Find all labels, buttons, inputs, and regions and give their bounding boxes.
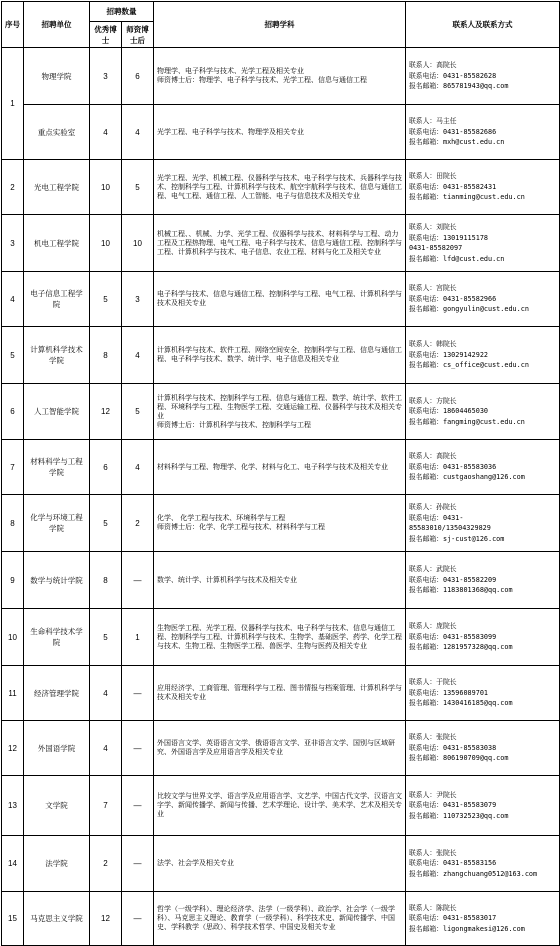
header-postdoc: 师资博士后 — [122, 22, 154, 48]
recruitment-table — [1, 1, 560, 946]
row-subjects: 外国语言文学、英语语言文学、俄语语言文学、亚非语言文学、国别与区域研究、外国语言学及应用语言学及相关专业 — [154, 721, 406, 776]
row-contact — [406, 495, 560, 552]
header-unit: 招聘单位 — [24, 2, 90, 48]
contact-line: 报名邮箱：110732523@qq.com — [409, 811, 509, 820]
row-phd-count: 8 — [90, 552, 122, 609]
row-subjects: 电子科学与技术、信息与通信工程、控制科学与工程、电气工程、计算机科学与技术及相关专业 — [154, 272, 406, 327]
row-subjects: 应用经济学、工商管理、管理科学与工程、图书情报与档案管理、计算机科学与技术及相关专业 — [154, 666, 406, 721]
contact-person: 联系人：方院长 — [409, 396, 457, 405]
contact-line: 报名邮箱：lfd@cust.edu.cn — [409, 254, 505, 263]
row-seq: 6 — [2, 384, 24, 440]
row-postdoc-count: 4 — [122, 327, 154, 384]
table-row — [2, 776, 560, 836]
row-postdoc-count: — — [122, 666, 154, 721]
contact-line: 联系电话：0431-85583038 — [409, 743, 497, 752]
row-seq: 10 — [2, 609, 24, 666]
row-seq: 14 — [2, 836, 24, 892]
contact-line: 85583010/13504329829 — [409, 524, 491, 532]
row-contact — [406, 552, 560, 609]
row-postdoc-count: 4 — [122, 440, 154, 495]
contact-person: 联系人：宫院长 — [409, 284, 457, 293]
row-seq: 4 — [2, 272, 24, 327]
contact-person: 联系人：尹院长 — [409, 790, 457, 799]
contact-person: 联系人：韩院长 — [409, 340, 457, 349]
row-subjects: 光学工程、电子科学与技术、物理学及相关专业 — [154, 105, 406, 160]
contact-person: 联系人：马主任 — [409, 117, 457, 126]
row-contact — [406, 272, 560, 327]
row-seq: 12 — [2, 721, 24, 776]
row-contact — [406, 215, 560, 272]
row-phd-count: 4 — [90, 721, 122, 776]
row-seq: 9 — [2, 552, 24, 609]
row-subjects: 计算机科学与技术、软件工程、网络空间安全、控制科学与工程、信息与通信工程、电子科学与技术、数学、统计学、电子信息及相关专业 — [154, 327, 406, 384]
contact-line: 报名邮箱：1430416185@qq.com — [409, 699, 513, 708]
row-subjects: 数学、统计学、计算机科学与技术及相关专业 — [154, 552, 406, 609]
contact-person: 联系人：武院长 — [409, 565, 457, 574]
contact-line: 联系电话：0431-85582209 — [409, 575, 497, 584]
contact-person: 联系人：张院长 — [409, 848, 457, 857]
row-contact — [406, 666, 560, 721]
contact-line: 联系电话：0431-85582431 — [409, 182, 497, 191]
row-phd-count: 4 — [90, 666, 122, 721]
row-seq: 7 — [2, 440, 24, 495]
header-subjects: 招聘学科 — [154, 2, 406, 48]
contact-line: 联系电话：0431-85583156 — [409, 859, 497, 868]
contact-person: 联系人：陈院长 — [409, 903, 457, 912]
row-postdoc-count: — — [122, 721, 154, 776]
row-postdoc-count: 6 — [122, 48, 154, 105]
table-row — [2, 48, 560, 105]
row-phd-count: 2 — [90, 836, 122, 892]
row-unit: 生命科学技术学院 — [24, 609, 90, 666]
row-contact — [406, 609, 560, 666]
row-unit: 法学院 — [24, 836, 90, 892]
contact-line: 联系电话：0431-85583079 — [409, 801, 497, 810]
row-subjects: 光学工程、光学、机械工程、仪器科学与技术、电子科学与技术、兵器科学与技术、控制科学与工程、计算机科学与技术、航空宇航科学与技术、信息与通信工程、电气工程、通信工程、人工智能、电子与信息技术及相关专业 — [154, 160, 406, 215]
row-postdoc-count: 1 — [122, 609, 154, 666]
contact-person: 联系人：刘院长 — [409, 223, 457, 231]
row-subjects: 机械工程、、机械、力学、光学工程、仪器科学与技术、材料科学与工程、动力工程及工程热物理、电气工程、电子科学与技术、信息与通信工程、控制科学与工程、计算机科学与技术、电子信息、农业工程、材料与化工及相关专业 — [154, 215, 406, 272]
contact-line: 联系电话：0431-85582686 — [409, 127, 497, 136]
row-phd-count: 12 — [90, 892, 122, 946]
row-unit: 文学院 — [24, 776, 90, 836]
row-contact — [406, 440, 560, 495]
table-row — [2, 836, 560, 892]
contact-line: 报名邮箱：806190709@qq.com — [409, 754, 509, 763]
row-postdoc-count: 5 — [122, 160, 154, 215]
header-quota: 招聘数量 — [90, 2, 154, 22]
table-row — [2, 495, 560, 552]
row-postdoc-count: — — [122, 776, 154, 836]
table-row — [2, 272, 560, 327]
table-row — [2, 440, 560, 495]
row-phd-count: 4 — [90, 105, 122, 160]
row-seq: 15 — [2, 892, 24, 946]
header-outstanding-phd: 优秀博士 — [90, 22, 122, 48]
row-unit: 电子信息工程学院 — [24, 272, 90, 327]
header-seq: 序号 — [2, 2, 24, 48]
table-row — [2, 105, 560, 160]
row-postdoc-count: — — [122, 836, 154, 892]
row-contact — [406, 836, 560, 892]
row-unit: 重点实验室 — [24, 105, 90, 160]
row-phd-count: 5 — [90, 495, 122, 552]
contact-person: 联系人：庞院长 — [409, 622, 457, 631]
row-contact — [406, 160, 560, 215]
row-unit: 外国语学院 — [24, 721, 90, 776]
contact-line: 报名邮箱：fangming@cust.edu.cn — [409, 417, 525, 426]
row-unit: 经济管理学院 — [24, 666, 90, 721]
contact-person: 联系人：高院长 — [409, 61, 457, 70]
row-phd-count: 10 — [90, 160, 122, 215]
table-row — [2, 215, 560, 272]
row-subjects: 比较文学与世界文学、语言学及应用语言学、文艺学、中国古代文学、汉语言文字学、新闻传播学、新闻与传播、艺术学理论、设计学、美术学、艺术及相关专业 — [154, 776, 406, 836]
contact-line: 报名邮箱：tianming@cust.edu.cn — [409, 193, 525, 202]
row-postdoc-count: 5 — [122, 384, 154, 440]
row-postdoc-count: 2 — [122, 495, 154, 552]
contact-line: 0431-85582097 — [409, 244, 463, 252]
row-phd-count: 12 — [90, 384, 122, 440]
row-postdoc-count: 10 — [122, 215, 154, 272]
contact-line: 报名邮箱：zhangchuang0512@163.com — [409, 869, 538, 878]
row-unit: 人工智能学院 — [24, 384, 90, 440]
row-unit: 材料科学与工程学院 — [24, 440, 90, 495]
contact-line: 联系电话：0431-85582628 — [409, 71, 497, 80]
row-contact — [406, 776, 560, 836]
row-seq: 2 — [2, 160, 24, 215]
row-postdoc-count: — — [122, 892, 154, 946]
contact-line: 联系电话：0431-85583099 — [409, 632, 497, 641]
contact-line: 联系电话：13029142922 — [409, 350, 488, 359]
row-unit: 机电工程学院 — [24, 215, 90, 272]
row-phd-count: 7 — [90, 776, 122, 836]
row-subjects: 材料科学与工程、物理学、化学、材料与化工、电子科学与技术及相关专业 — [154, 440, 406, 495]
contact-line: 报名邮箱：865781943@qq.com — [409, 82, 509, 91]
contact-person: 联系人：张院长 — [409, 733, 457, 742]
row-subjects: 哲学（一级学科）、理论经济学、法学（一级学科）、政治学、社会学（一级学科）、马克思主义理论、教育学（一级学科）、科学技术史、新闻传播学、中国史、学科教学（思政）、科学技术哲学、中国史及相关专业 — [154, 892, 406, 946]
row-seq: 13 — [2, 776, 24, 836]
row-contact — [406, 892, 560, 946]
row-seq: 5 — [2, 327, 24, 384]
contact-line: 联系电话：13596089701 — [409, 688, 488, 697]
table-row — [2, 609, 560, 666]
row-phd-count: 10 — [90, 215, 122, 272]
row-unit: 数学与统计学院 — [24, 552, 90, 609]
contact-line: 报名邮箱：gongyulin@cust.edu.cn — [409, 305, 529, 314]
table-row — [2, 721, 560, 776]
row-seq: 3 — [2, 215, 24, 272]
row-subjects: 化学、 化学工程与技术、环境科学与工程 师资博士后：化学、化学工程与技术、材料科学与工程 — [154, 495, 406, 552]
contact-person: 联系人：田院长 — [409, 172, 457, 181]
contact-person: 联系人：孙院长 — [409, 503, 457, 511]
table-row — [2, 666, 560, 721]
row-postdoc-count: 3 — [122, 272, 154, 327]
contact-line: 报名邮箱：mxh@cust.edu.cn — [409, 138, 505, 147]
row-unit: 物理学院 — [24, 48, 90, 105]
row-contact — [406, 105, 560, 160]
row-subjects: 法学、社会学及相关专业 — [154, 836, 406, 892]
row-unit: 计算机科学技术学院 — [24, 327, 90, 384]
row-contact — [406, 721, 560, 776]
table-row — [2, 552, 560, 609]
contact-line: 报名邮箱：sj-cust@126.com — [409, 534, 505, 543]
row-phd-count: 6 — [90, 440, 122, 495]
contact-line: 联系电话：0431- — [409, 513, 464, 522]
contact-line: 报名邮箱：1281957328@qq.com — [409, 643, 513, 652]
row-phd-count: 3 — [90, 48, 122, 105]
row-subjects: 计算机科学与技术、控制科学与工程、信息与通信工程、数学、统计学、软件工程、环境科学与工程、生物医学工程、交通运输工程、仪器科学与技术及相关专业 师资博士后：计算机科学与技术、控制科学与工程 — [154, 384, 406, 440]
contact-line: 联系电话：0431-85583036 — [409, 462, 497, 471]
contact-line: 联系电话：0431-85582966 — [409, 294, 497, 303]
row-phd-count: 5 — [90, 272, 122, 327]
row-contact — [406, 327, 560, 384]
table-row — [2, 892, 560, 946]
row-seq: 1 — [2, 48, 24, 160]
contact-line: 联系电话：13019115178 — [409, 233, 488, 242]
row-seq: 11 — [2, 666, 24, 721]
row-seq: 8 — [2, 495, 24, 552]
row-postdoc-count: 4 — [122, 105, 154, 160]
row-phd-count: 5 — [90, 609, 122, 666]
contact-line: 联系电话：18604465030 — [409, 407, 488, 416]
contact-line: 报名邮箱：ligongmakesi@126.com — [409, 924, 525, 933]
contact-line: 报名邮箱：cs_office@cust.edu.cn — [409, 361, 529, 370]
row-subjects: 生物医学工程、光学工程、仪器科学与技术、电子科学与技术、信息与通信工程、控制科学与工程、计算机科学与技术、生物学、基础医学、药学、化学工程与技术、生物工程、生物医学工程、兽医学、生物与医药及相关专业 — [154, 609, 406, 666]
row-postdoc-count: — — [122, 552, 154, 609]
header-contact: 联系人及联系方式 — [406, 2, 560, 48]
row-contact — [406, 48, 560, 105]
contact-person: 联系人：于院长 — [409, 678, 457, 687]
contact-line: 报名邮箱：custgaoshang@126.com — [409, 473, 525, 482]
table-row — [2, 327, 560, 384]
row-unit: 化学与环境工程学院 — [24, 495, 90, 552]
row-contact — [406, 384, 560, 440]
row-phd-count: 8 — [90, 327, 122, 384]
row-unit: 光电工程学院 — [24, 160, 90, 215]
row-unit: 马克思主义学院 — [24, 892, 90, 946]
contact-line: 报名邮箱：1183801368@qq.com — [409, 586, 513, 595]
table-row — [2, 384, 560, 440]
contact-line: 联系电话：0431-85583017 — [409, 914, 497, 923]
table-row — [2, 160, 560, 215]
row-subjects: 物理学、电子科学与技术、光学工程及相关专业 师资博士后：物理学、电子科学与技术、光学工程、信息与通信工程 — [154, 48, 406, 105]
contact-person: 联系人：高院长 — [409, 452, 457, 461]
